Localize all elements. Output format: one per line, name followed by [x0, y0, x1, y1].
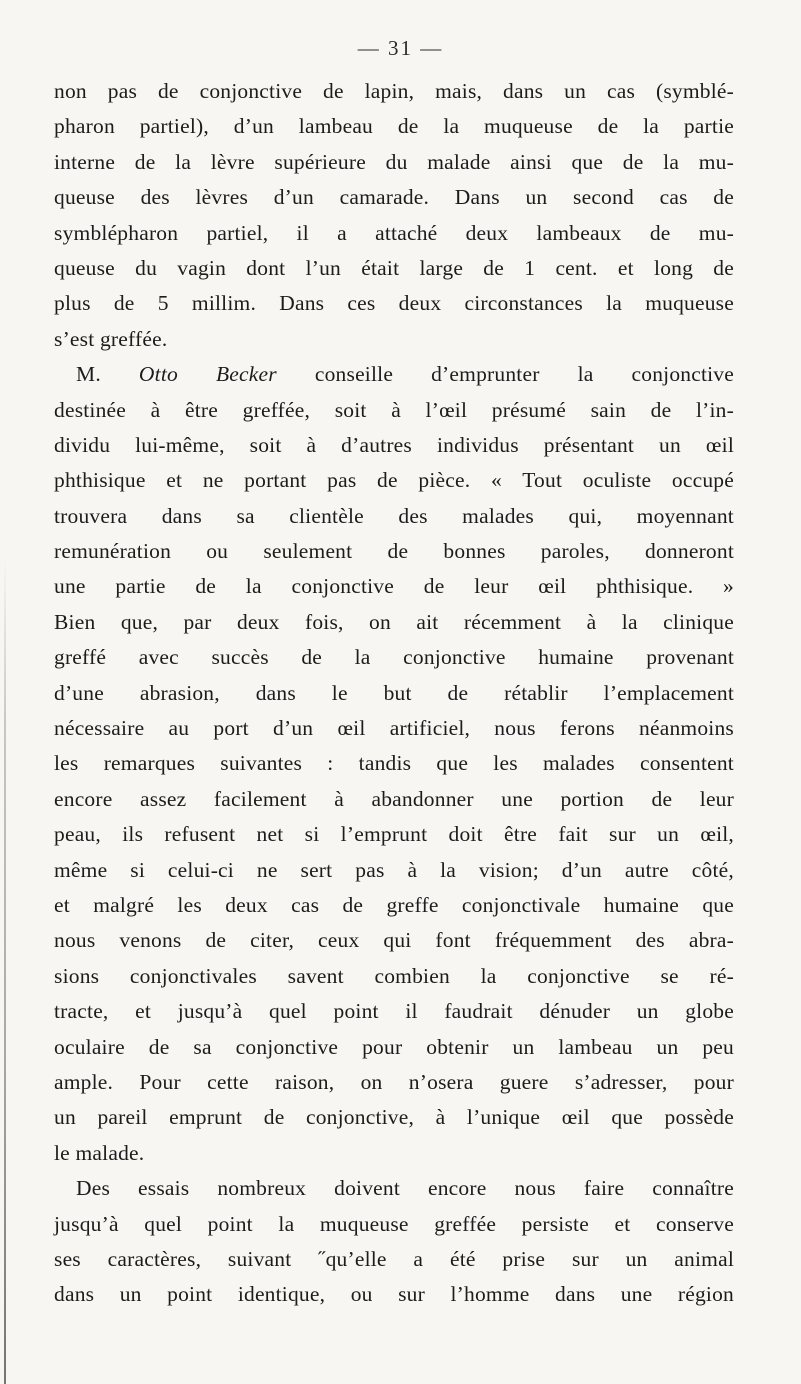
page-edge-shadow	[4, 560, 6, 1384]
text-line: Des essais nombreux doivent encore nous faire connaître	[76, 1176, 734, 1201]
text-line: ses caractères, suivant ˝qu’elle a été prise sur un animal	[54, 1246, 734, 1271]
text-line: encore assez facilement à abandonner une portion de leur	[54, 786, 734, 811]
text-line: destinée à être greffée, soit à l’œil présumé sain de l’in-	[54, 397, 734, 422]
text-line: peau, ils refusent net si l’emprunt doit être fait sur un œil,	[54, 822, 734, 847]
text-line: d’une abrasion, dans le but de rétablir l’emplacement	[54, 680, 734, 705]
page-number: — 31 —	[357, 36, 444, 60]
text-line: tracte, et jusqu’à quel point il faudrait dénuder un globe	[54, 999, 734, 1024]
text-line: non pas de conjonctive de lapin, mais, dans un cas (symblé-	[54, 79, 734, 103]
text-line: même si celui-ci ne sert pas à la vision; d’un autre côté,	[54, 857, 734, 882]
text-line: les remarques suivantes : tandis que les malades consentent	[54, 751, 734, 776]
text-line: oculaire de sa conjonctive pour obtenir un lambeau un peu	[54, 1034, 734, 1059]
text-line: symblépharon partiel, il a attaché deux lambeaux de mu-	[54, 220, 734, 245]
text-line: une partie de la conjonctive de leur œil phthisique. »	[54, 574, 734, 599]
text-line: s’est greffée.	[54, 326, 168, 351]
text-line: queuse du vagin dont l’un était large de 1 cent. et long de	[54, 255, 734, 280]
text-line: phthisique et ne portant pas de pièce. « Tout oculiste occupé	[54, 468, 734, 493]
text-line: dans un point identique, ou sur l’homme dans une région	[54, 1282, 734, 1307]
text-line: trouvera dans sa clientèle des malades qui, moyennant	[54, 503, 734, 528]
text-line: Bien que, par deux fois, on ait récemment à la clinique	[54, 609, 734, 634]
text-line: ample. Pour cette raison, on n’osera guere s’adresser, pour	[54, 1069, 734, 1094]
text-line: sions conjonctivales savent combien la conjonctive se ré-	[54, 963, 734, 988]
text-line: un pareil emprunt de conjonctive, à l’unique œil que possède	[54, 1105, 734, 1130]
author-name: Otto Becker	[138, 362, 277, 387]
text-line: nécessaire au port d’un œil artificiel, nous ferons néanmoins	[54, 716, 734, 741]
text-line: M. Otto Becker conseille d’emprunter la conjonctive	[76, 362, 734, 387]
text-line: dividu lui-même, soit à d’autres individus présentant un œil	[54, 432, 734, 457]
text-line: queuse des lèvres d’un camarade. Dans un second cas de	[54, 185, 734, 210]
text-line: interne de la lèvre supérieure du malade ainsi que de la mu-	[54, 149, 734, 174]
text-line: le malade.	[54, 1140, 145, 1165]
text-line: jusqu’à quel point la muqueuse greffée persiste et conserve	[54, 1211, 734, 1236]
body-text	[54, 74, 734, 1313]
text-line: nous venons de citer, ceux qui font fréquemment des abra-	[54, 928, 734, 953]
text-line: remunération ou seulement de bonnes paroles, donneront	[54, 539, 734, 564]
text-line: et malgré les deux cas de greffe conjonctivale humaine que	[54, 892, 734, 917]
text-line: plus de 5 millim. Dans ces deux circonstances la muqueuse	[54, 291, 734, 316]
text-line: greffé avec succès de la conjonctive humaine provenant	[54, 645, 734, 670]
text-line: pharon partiel), d’un lambeau de la muqueuse de la partie	[54, 114, 734, 139]
